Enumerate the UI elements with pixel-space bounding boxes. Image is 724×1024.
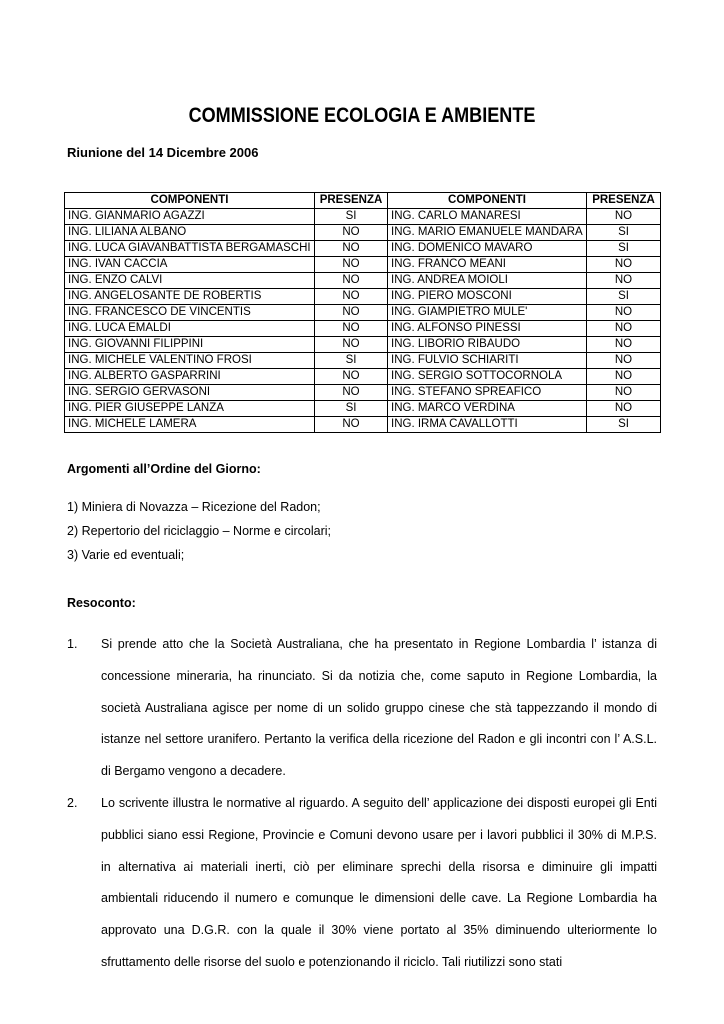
- table-row: [65, 401, 661, 417]
- header-componenti-right: COMPONENTI: [388, 193, 587, 209]
- meeting-date: Riunione del 14 Dicembre 2006: [67, 145, 259, 160]
- member-name: ING. IVAN CACCIA: [65, 257, 315, 273]
- member-name: ING. LILIANA ALBANO: [65, 225, 315, 241]
- member-presence: NO: [315, 337, 388, 353]
- member-presence: NO: [315, 241, 388, 257]
- report-item-number: 2.: [67, 796, 78, 810]
- member-presence: NO: [587, 401, 661, 417]
- member-name: ING. LIBORIO RIBAUDO: [388, 337, 587, 353]
- member-name: ING. ALBERTO GASPARRINI: [65, 369, 315, 385]
- member-name: ING. SERGIO GERVASONI: [65, 385, 315, 401]
- table-row: [65, 337, 661, 353]
- member-presence: NO: [315, 385, 388, 401]
- member-presence: SI: [587, 225, 661, 241]
- agenda-item: 2) Repertorio del riciclaggio – Norme e circolari;: [67, 524, 331, 538]
- member-presence: SI: [587, 289, 661, 305]
- member-presence: SI: [587, 241, 661, 257]
- table-row: [65, 225, 661, 241]
- table-row: [65, 321, 661, 337]
- member-presence: NO: [315, 321, 388, 337]
- member-presence: NO: [315, 225, 388, 241]
- member-name: ING. MICHELE LAMERA: [65, 417, 315, 433]
- member-name: ING. GIOVANNI FILIPPINI: [65, 337, 315, 353]
- member-name: ING. PIERO MOSCONI: [388, 289, 587, 305]
- member-name: ING. PIER GIUSEPPE LANZA: [65, 401, 315, 417]
- member-name: ING. MARIO EMANUELE MANDARA: [388, 225, 587, 241]
- member-name: ING. LUCA EMALDI: [65, 321, 315, 337]
- agenda-heading: Argomenti all’Ordine del Giorno:: [67, 462, 261, 476]
- table-row: [65, 417, 661, 433]
- member-name: ING. ALFONSO PINESSI: [388, 321, 587, 337]
- header-presenza-left: PRESENZA: [315, 193, 388, 209]
- report-heading: Resoconto:: [67, 596, 136, 610]
- member-presence: NO: [315, 273, 388, 289]
- member-presence: NO: [587, 273, 661, 289]
- member-name: ING. GIAMPIETRO MULE': [388, 305, 587, 321]
- member-presence: NO: [315, 369, 388, 385]
- member-presence: NO: [315, 257, 388, 273]
- table-row: [65, 369, 661, 385]
- report-item-text: Si prende atto che la Società Australiana, che ha presentato in Regione Lombardia l’ istanza di concessione mineraria, ha rinunciato. Si da notizia che, come saputo in Regione Lombardia, la società Australiana agisce per nome di un solido gruppo cinese che stà tappezzando il mondo di istanze nel settore uranifero. Pertanto la verifica della ricezione del Radon e gli incontri con l’ A.S.L. di Bergamo vengono a decadere.: [101, 637, 657, 779]
- table-row: [65, 305, 661, 321]
- header-componenti-left: COMPONENTI: [65, 193, 315, 209]
- member-presence: NO: [315, 289, 388, 305]
- table-row: [65, 273, 661, 289]
- member-name: ING. FULVIO SCHIARITI: [388, 353, 587, 369]
- member-presence: NO: [587, 305, 661, 321]
- member-name: ING. FRANCESCO DE VINCENTIS: [65, 305, 315, 321]
- report-item-text: Lo scrivente illustra le normative al riguardo. A seguito dell’ applicazione dei disposti europei gli Enti pubblici siano essi Regione, Provincie e Comuni devono usare per i lavori pubblici il 30% di M.P.S. in alternativa ai materiali inerti, ciò per eliminare sprechi della risorsa e diminuire gli impatti ambientali riducendo il numero e comunque le dimensioni delle cave. La Regione Lombardia ha approvato una D.G.R. con la quale il 30% viene portato al 35% diminuendo ulteriormente lo sfruttamento delle risorse del suolo e potenzionando il riciclo. Tali riutilizzi sono stati: [101, 796, 657, 969]
- member-presence: NO: [587, 209, 661, 225]
- table-row: [65, 289, 661, 305]
- member-name: ING. LUCA GIAVANBATTISTA BERGAMASCHI: [65, 241, 315, 257]
- attendance-table: [64, 192, 661, 433]
- report-item-number: 1.: [67, 637, 78, 651]
- member-presence: NO: [587, 369, 661, 385]
- member-name: ING. FRANCO MEANI: [388, 257, 587, 273]
- member-name: ING. ANDREA MOIOLI: [388, 273, 587, 289]
- agenda-item: 3) Varie ed eventuali;: [67, 548, 185, 562]
- table-row: [65, 385, 661, 401]
- member-presence: NO: [587, 353, 661, 369]
- member-name: ING. DOMENICO MAVARO: [388, 241, 587, 257]
- member-presence: SI: [315, 401, 388, 417]
- member-presence: NO: [315, 305, 388, 321]
- member-presence: SI: [587, 417, 661, 433]
- member-presence: NO: [587, 321, 661, 337]
- member-name: ING. MICHELE VALENTINO FROSI: [65, 353, 315, 369]
- member-name: ING. ENZO CALVI: [65, 273, 315, 289]
- member-name: ING. GIANMARIO AGAZZI: [65, 209, 315, 225]
- member-name: ING. MARCO VERDINA: [388, 401, 587, 417]
- member-presence: NO: [587, 257, 661, 273]
- table-row: [65, 353, 661, 369]
- member-name: ING. STEFANO SPREAFICO: [388, 385, 587, 401]
- member-name: ING. ANGELOSANTE DE ROBERTIS: [65, 289, 315, 305]
- member-name: ING. IRMA CAVALLOTTI: [388, 417, 587, 433]
- table-header-row: [65, 193, 661, 209]
- member-presence: NO: [587, 385, 661, 401]
- table-row: [65, 257, 661, 273]
- page-title: COMMISSIONE ECOLOGIA E AMBIENTE: [188, 104, 536, 127]
- member-presence: SI: [315, 353, 388, 369]
- table-row: [65, 241, 661, 257]
- agenda-item: 1) Miniera di Novazza – Ricezione del Radon;: [67, 500, 321, 514]
- table-row: [65, 209, 661, 225]
- member-name: ING. SERGIO SOTTOCORNOLA: [388, 369, 587, 385]
- member-presence: SI: [315, 209, 388, 225]
- header-presenza-right: PRESENZA: [587, 193, 661, 209]
- member-presence: NO: [315, 417, 388, 433]
- member-name: ING. CARLO MANARESI: [388, 209, 587, 225]
- member-presence: NO: [587, 337, 661, 353]
